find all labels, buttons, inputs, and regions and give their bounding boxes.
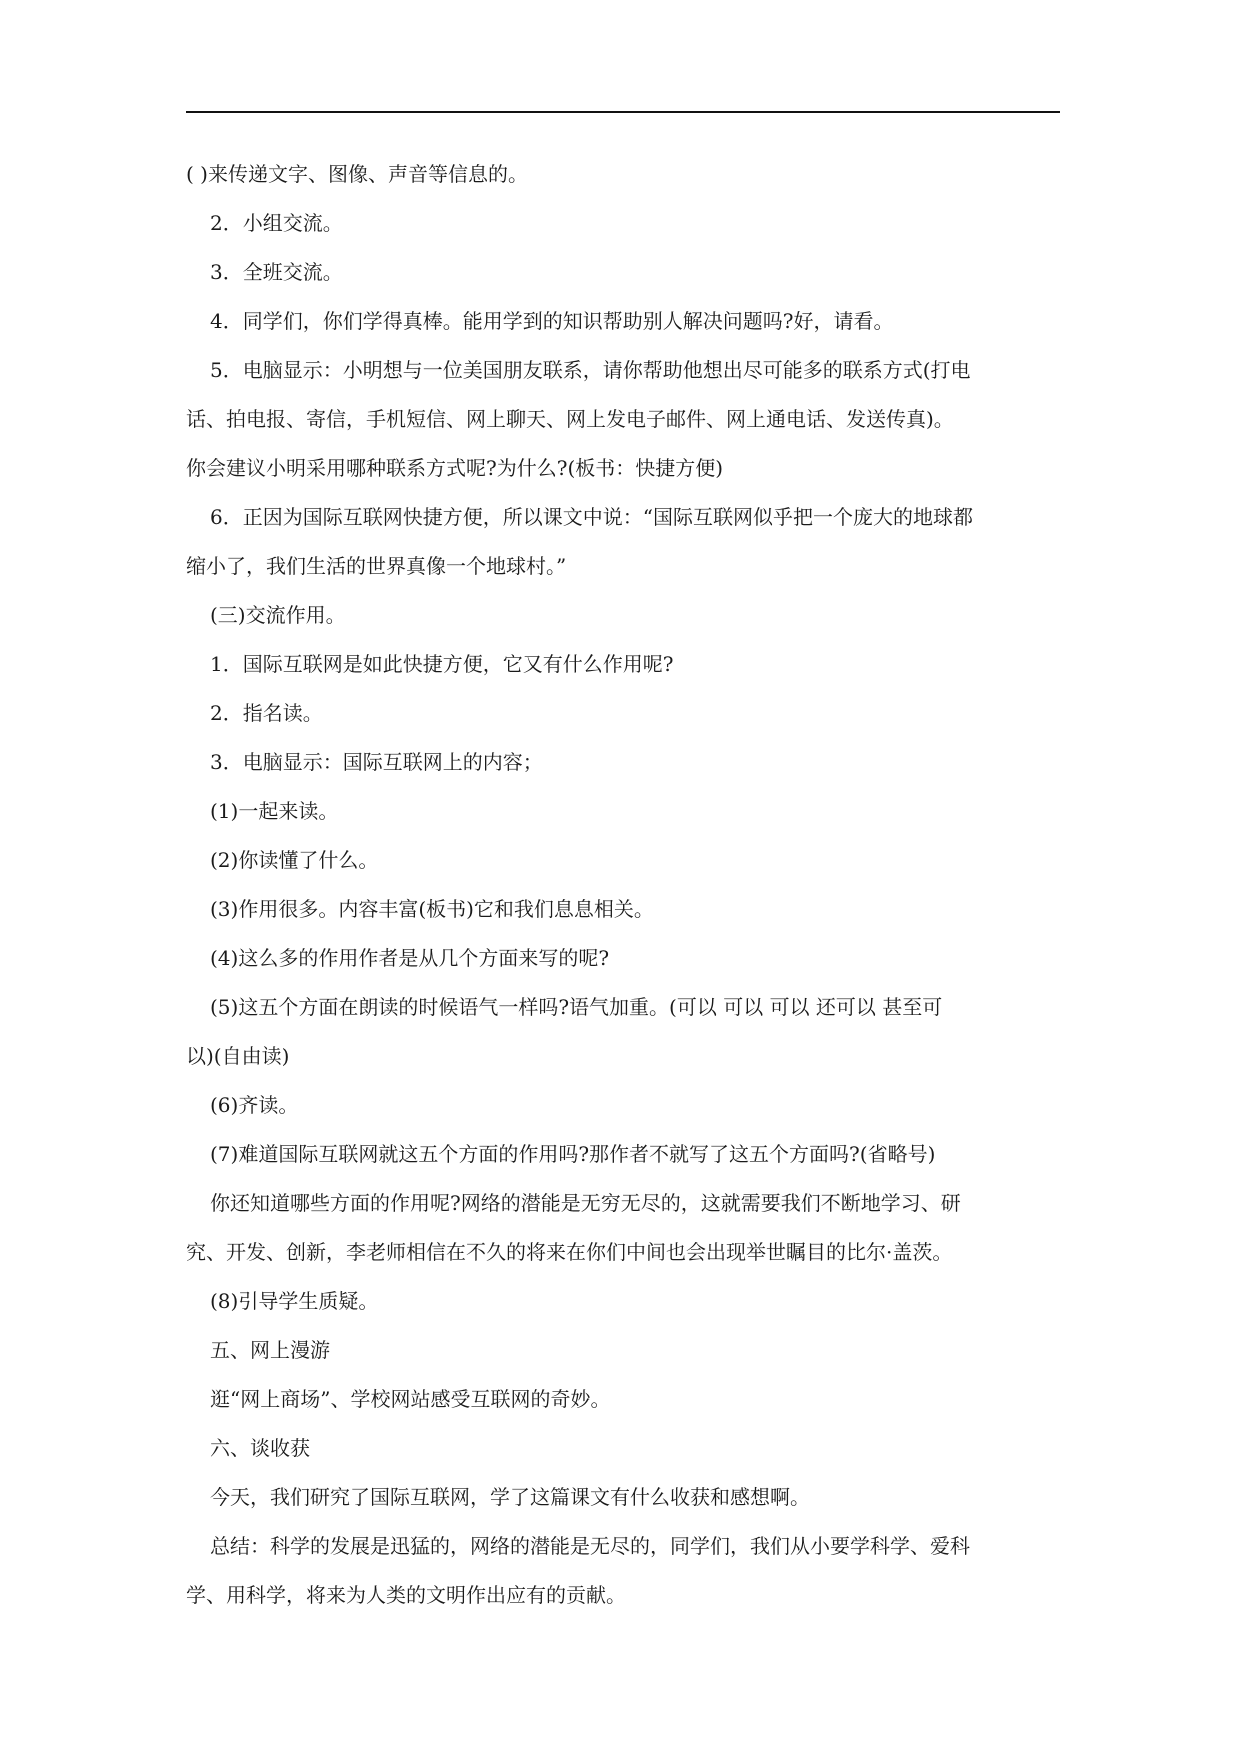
paragraph-line: (1)一起来读。 <box>210 799 339 823</box>
paragraph-line: (6)齐读。 <box>210 1093 299 1117</box>
paragraph-line: 3．电脑显示：国际互联网上的内容； <box>210 750 543 774</box>
paragraph-line: ( )来传递文字、图像、声音等信息的。 <box>186 162 528 186</box>
paragraph-line: 究、开发、创新，李老师相信在不久的将来在你们中间也会出现举世瞩目的比尔·盖茨。 <box>186 1240 953 1264</box>
paragraph-line: 1．国际互联网是如此快捷方便，它又有什么作用呢? <box>210 652 674 676</box>
paragraph-line: 缩小了，我们生活的世界真像一个地球村。” <box>186 554 567 578</box>
paragraph-line: 话、拍电报、寄信，手机短信、网上聊天、网上发电子邮件、网上通电话、发送传真)。 <box>186 407 954 431</box>
paragraph-line: (3)作用很多。内容丰富(板书)它和我们息息相关。 <box>210 897 654 921</box>
paragraph-line: (2)你读懂了什么。 <box>210 848 379 872</box>
paragraph-line: 你还知道哪些方面的作用呢?网络的潜能是无穷无尽的，这就需要我们不断地学习、研 <box>210 1191 961 1215</box>
paragraph-line: 4．同学们，你们学得真棒。能用学到的知识帮助别人解决问题吗?好，请看。 <box>210 309 894 333</box>
paragraph-line: 3．全班交流。 <box>210 260 343 284</box>
paragraph-line: (5)这五个方面在朗读的时候语气一样吗?语气加重。(可以 可以 可以 还可以 甚至可 <box>210 995 943 1019</box>
paragraph-line: 2．小组交流。 <box>210 211 343 235</box>
paragraph-line: (7)难道国际互联网就这五个方面的作用吗?那作者不就写了这五个方面吗?(省略号) <box>210 1142 936 1166</box>
header-rule <box>186 111 1060 113</box>
paragraph-line: 6．正因为国际互联网快捷方便，所以课文中说：“国际互联网似乎把一个庞大的地球都 <box>210 505 973 529</box>
section-heading: (三)交流作用。 <box>210 603 346 627</box>
paragraph-line: (8)引导学生质疑。 <box>210 1289 379 1313</box>
section-heading: 六、谈收获 <box>210 1436 310 1460</box>
paragraph-line: 逛“网上商场”、学校网站感受互联网的奇妙。 <box>210 1387 611 1411</box>
paragraph-line: 以)(自由读) <box>186 1044 290 1068</box>
section-heading: 五、网上漫游 <box>210 1338 330 1362</box>
paragraph-line: 学、用科学，将来为人类的文明作出应有的贡献。 <box>186 1583 626 1607</box>
paragraph-line: 2．指名读。 <box>210 701 323 725</box>
paragraph-line: 今天，我们研究了国际互联网，学了这篇课文有什么收获和感想啊。 <box>210 1485 810 1509</box>
paragraph-line: 你会建议小明采用哪种联系方式呢?为什么?(板书：快捷方便) <box>186 456 724 480</box>
paragraph-line: 总结：科学的发展是迅猛的，网络的潜能是无尽的，同学们，我们从小要学科学、爱科 <box>210 1534 970 1558</box>
paragraph-line: 5．电脑显示：小明想与一位美国朋友联系，请你帮助他想出尽可能多的联系方式(打电 <box>210 358 971 382</box>
document-body <box>186 150 1060 1620</box>
paragraph-line: (4)这么多的作用作者是从几个方面来写的呢? <box>210 946 610 970</box>
